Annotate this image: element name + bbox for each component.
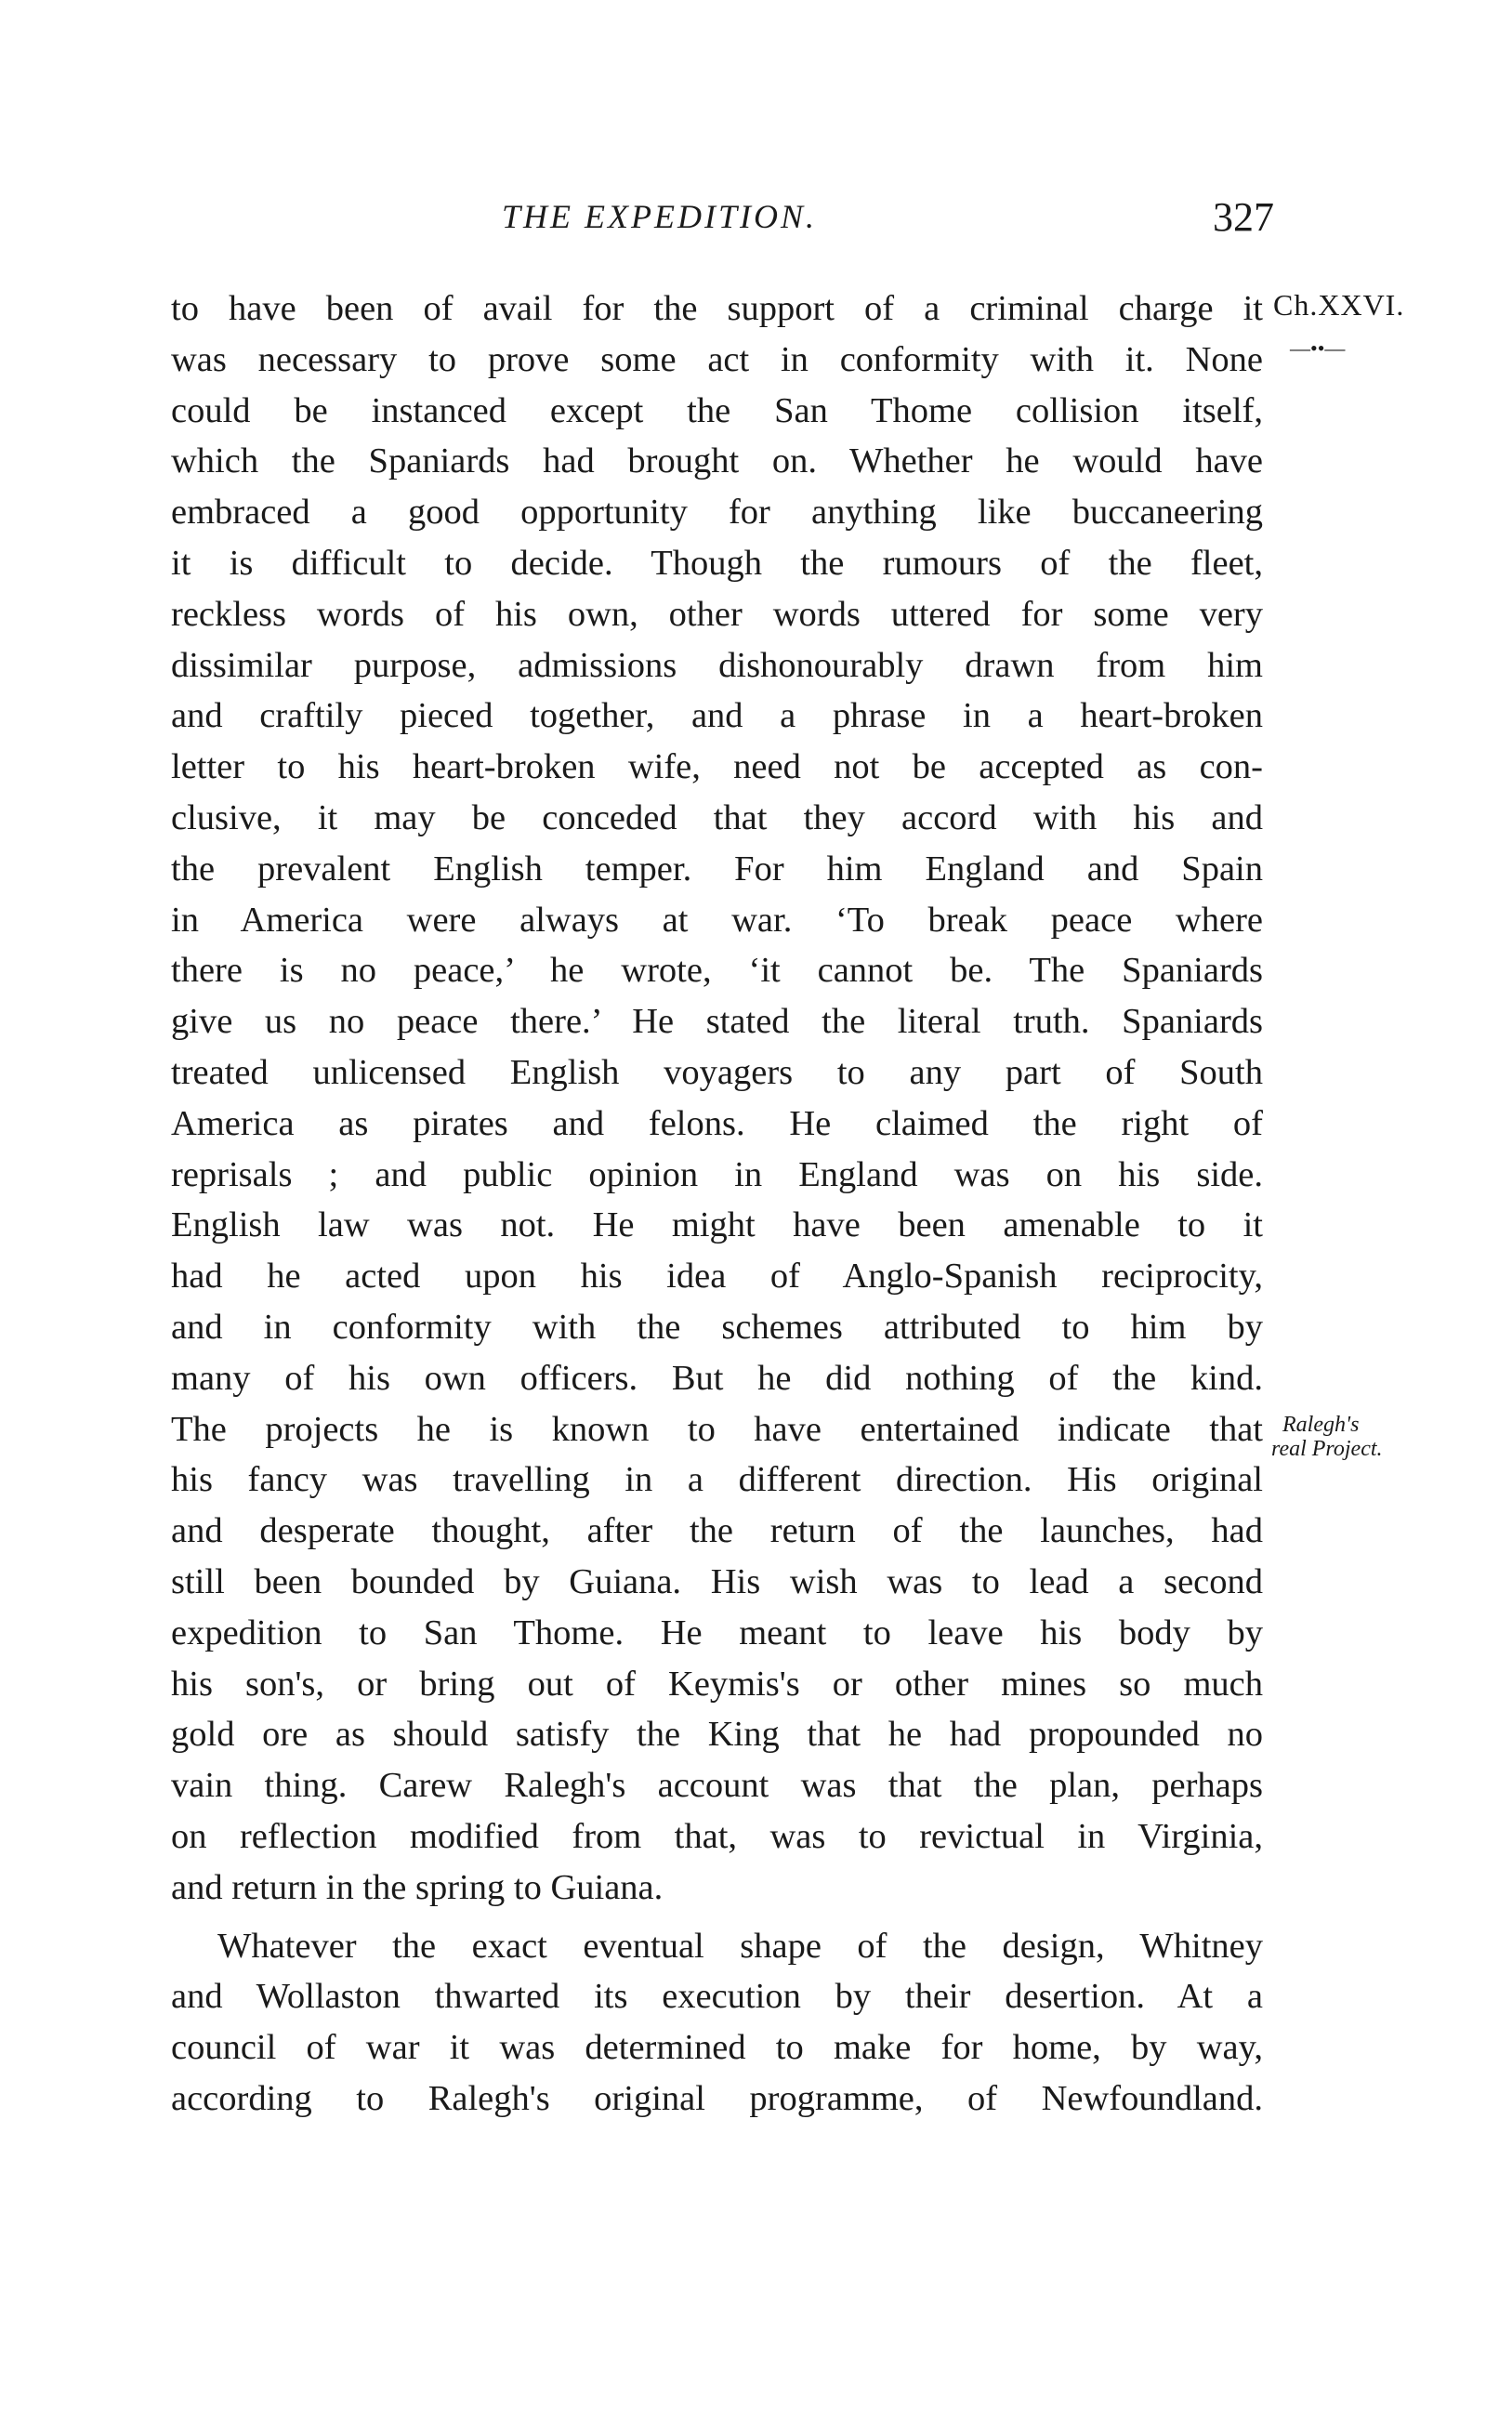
- margin-note: [1271, 1413, 1383, 1461]
- text-line: and desperate thought, after the return of the launches, had: [171, 1511, 1263, 1551]
- text-line: English law was not. He might have been amenable to it: [171, 1205, 1263, 1245]
- margin-note-line: Ralegh's: [1282, 1413, 1360, 1437]
- text-line: give us no peace there.’ He stated the literal truth. Spaniards: [171, 1002, 1263, 1042]
- text-line: Whatever the exact eventual shape of the design, Whitney: [217, 1926, 1263, 1966]
- text-line: America as pirates and felons. He claimed the right of: [171, 1103, 1263, 1143]
- text-line: The projects he is known to have entertained indicate that: [171, 1409, 1263, 1449]
- text-line: vain thing. Carew Ralegh's account was that the plan, perhaps: [171, 1766, 1263, 1806]
- text-line: his fancy was travelling in a different direction. His original: [171, 1460, 1263, 1500]
- text-line: the prevalent English temper. For him England and Spain: [171, 849, 1263, 889]
- paragraph-2: [171, 1921, 1263, 2125]
- body-text: [171, 283, 1263, 2125]
- margin-note-line: real Project.: [1271, 1437, 1383, 1461]
- text-line: in America were always at war. ‘To break peace where: [171, 900, 1263, 940]
- page-number: 327: [1213, 194, 1274, 240]
- text-line: embraced a good opportunity for anything like buccaneering: [171, 493, 1263, 533]
- text-line: expedition to San Thome. He meant to leave his body by: [171, 1613, 1263, 1652]
- text-line: according to Ralegh's original programme, of Newfoundland.: [171, 2078, 1263, 2118]
- text-line: clusive, it may be conceded that they accord with his and: [171, 797, 1263, 837]
- text-line: could be instanced except the San Thome collision itself,: [171, 390, 1263, 430]
- text-line: and craftily pieced together, and a phrase in a heart-broken: [171, 696, 1263, 736]
- text-line: to have been of avail for the support of a criminal charge it: [171, 289, 1263, 328]
- text-line: dissimilar purpose, admissions dishonourably drawn from him: [171, 645, 1263, 685]
- text-line: on reflection modified from that, was to revictual in Virginia,: [171, 1816, 1263, 1856]
- text-line: had he acted upon his idea of Anglo-Spanish reciprocity,: [171, 1257, 1263, 1297]
- text-line: letter to his heart-broken wife, need not be accepted as con-: [171, 747, 1263, 787]
- text-line: and in conformity with the schemes attributed to him by: [171, 1307, 1263, 1347]
- text-line: was necessary to prove some act in conformity with it. None: [171, 339, 1263, 379]
- paragraph-1: [171, 283, 1263, 1914]
- text-line: many of his own officers. But he did nothing of the kind.: [171, 1358, 1263, 1398]
- text-line: still been bounded by Guiana. His wish was to lead a second: [171, 1561, 1263, 1601]
- text-line: reckless words of his own, other words uttered for some very: [171, 594, 1263, 634]
- text-line: reprisals ; and public opinion in England was on his side.: [171, 1154, 1263, 1194]
- text-line: and return in the spring to Guiana.: [171, 1867, 664, 1907]
- chapter-marker: Ch.XXVI.: [1273, 288, 1405, 322]
- ornament-icon: —••—: [1290, 336, 1346, 360]
- text-line: gold ore as should satisfy the King that he had propounded no: [171, 1715, 1263, 1755]
- text-line: treated unlicensed English voyagers to any part of South: [171, 1052, 1263, 1092]
- text-line: his son's, or bring out of Keymis's or other mines so much: [171, 1664, 1263, 1704]
- text-line: it is difficult to decide. Though the rumours of the fleet,: [171, 543, 1263, 583]
- text-line: and Wollaston thwarted its execution by their desertion. At a: [171, 1977, 1263, 2017]
- text-line: council of war it was determined to make for home, by way,: [171, 2028, 1263, 2068]
- text-line: which the Spaniards had brought on. Whether he would have: [171, 441, 1263, 481]
- text-line: there is no peace,’ he wrote, ‘it cannot be. The Spaniards: [171, 951, 1263, 991]
- running-header: THE EXPEDITION.: [502, 198, 817, 235]
